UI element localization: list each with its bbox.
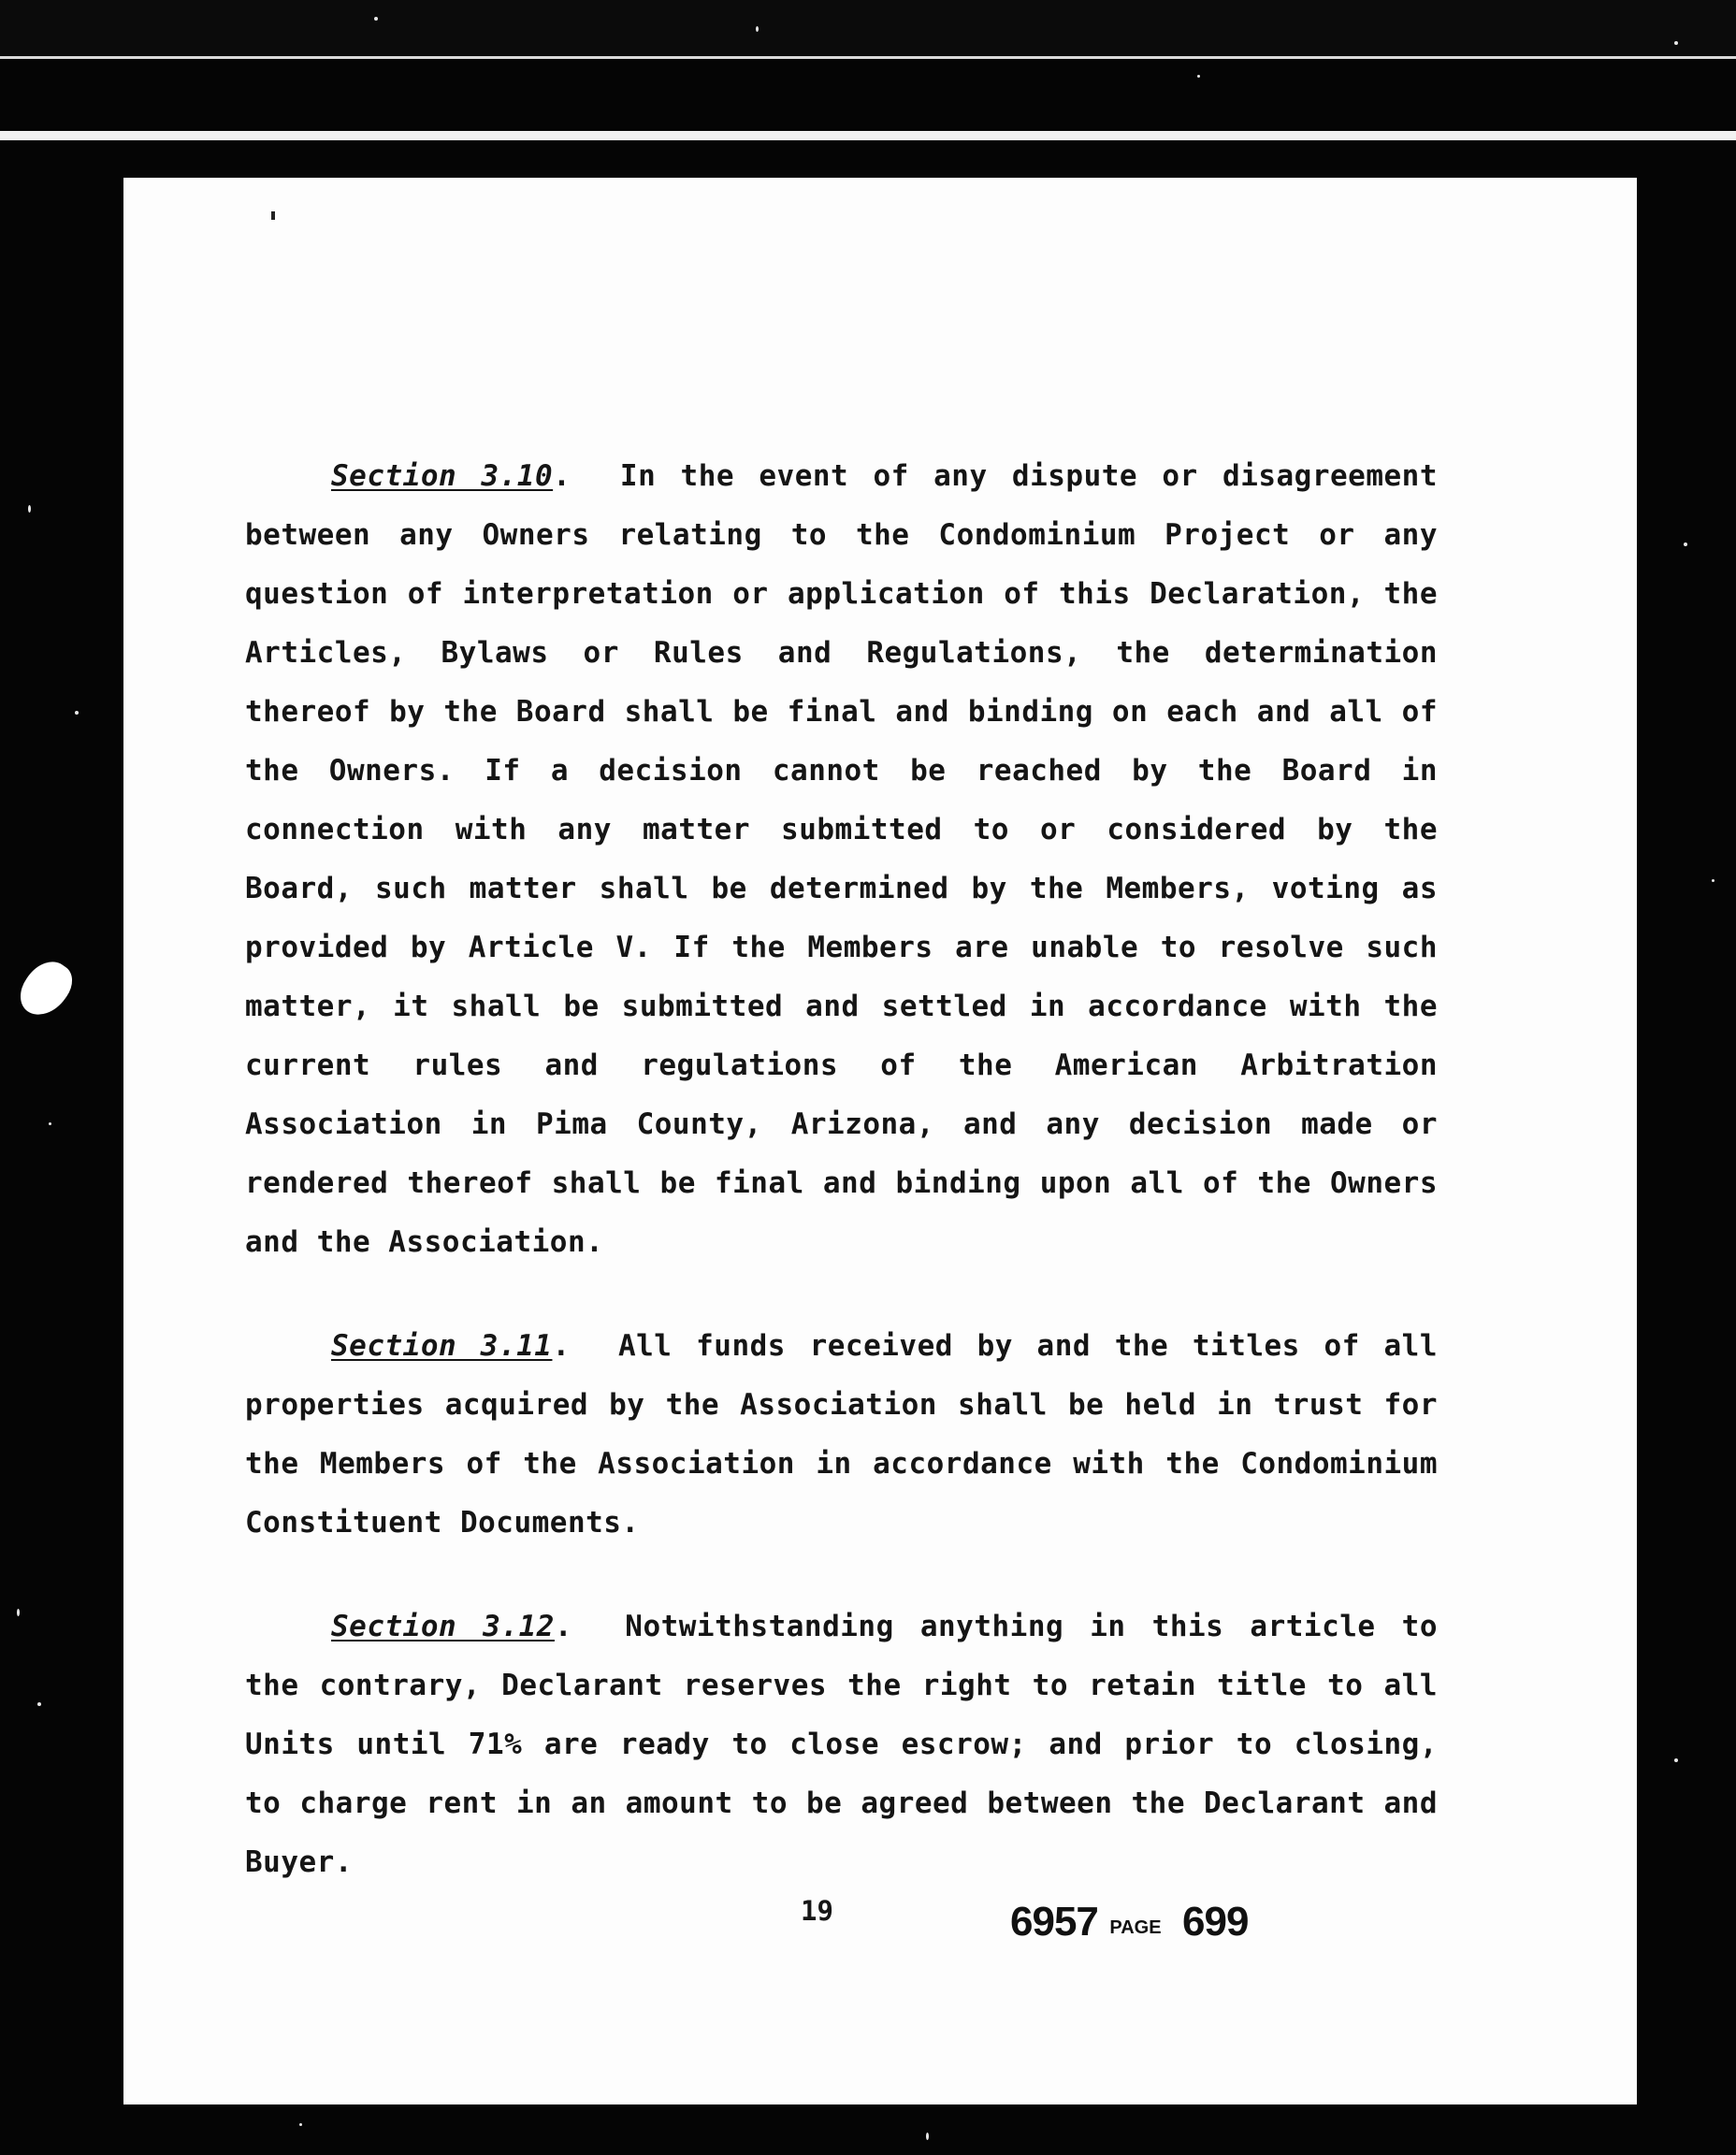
scan-blot: [11, 952, 80, 1024]
section-paragraph: Section 3.11. All funds received by and the titles of all properties acquired by the Association shall be held in trust for the Members of the Association in accordance with the Condominium Constituent Documents.: [245, 1329, 1438, 1540]
section-paragraph: Section 3.10. In the event of any dispute or disagreement between any Owners relating to the Condominium Project or any question of interpretation or application of this Declaration, the Articles, Bylaws or Rules and Regulations, the determination thereof by the Board shall be final and binding on each and all of the Owners. If a decision cannot be reached by the Board in connection with any matter submitted to or considered by the Board, such matter shall be determined by the Members, voting as provided by Article V. If the Members are unable to resolve such matter, it shall be submitted and settled in accordance with the current rules and regulations of the American Arbitration Association in Pima County, Arizona, and any decision made or rendered thereof shall be final and binding upon all of the Owners and the Association.: [245, 459, 1438, 1259]
section-label: Section 3.12: [331, 1610, 555, 1643]
document-body: [245, 447, 1438, 1937]
section-label: Section 3.10: [331, 459, 554, 493]
section-text: All funds received by and the titles of all properties acquired by the Association shall be held in trust for the Members of the Association in accordance with the Condominium Constituent Documents.: [245, 1329, 1438, 1540]
section-label: Section 3.11: [331, 1329, 553, 1363]
section-paragraph: Section 3.12. Notwithstanding anything in this article to the contrary, Declarant reserves the right to retain title to all Units until 71% are ready to close escrow; and prior to closing, to charge rent in an amount to be agreed between the Declarant and Buyer.: [245, 1610, 1438, 1879]
scan-band: [0, 131, 1736, 140]
scan-top-border: [0, 0, 1736, 56]
recording-page: 699: [1182, 1899, 1249, 1945]
stray-mark: [271, 211, 275, 220]
recording-book: 6957: [1010, 1899, 1098, 1945]
recording-page-label: PAGE: [1109, 1917, 1162, 1938]
section-text: Notwithstanding anything in this article to the contrary, Declarant reserves the right to retain title to all Units until 71% are ready to close escrow; and prior to closing, to charge rent in an amount to be agreed between the Declarant and Buyer.: [245, 1610, 1438, 1879]
recording-stamp: [1010, 1899, 1248, 1945]
scan-line: [0, 56, 1736, 59]
page-number: 19: [801, 1895, 833, 1927]
section-text: In the event of any dispute or disagreement between any Owners relating to the Condominium Project or any question of interpretation or application of this Declaration, the Articles, Bylaws or Rules and Regulations, the determination thereof by the Board shall be final and binding on each and all of the Owners. If a decision cannot be reached by the Board in connection with any matter submitted to or considered by the Board, such matter shall be determined by the Members, voting as provided by Article V. If the Members are unable to resolve such matter, it shall be submitted and settled in accordance with the current rules and regulations of the American Arbitration Association in Pima County, Arizona, and any decision made or rendered thereof shall be final and binding upon all of the Owners and the Association.: [245, 459, 1438, 1259]
